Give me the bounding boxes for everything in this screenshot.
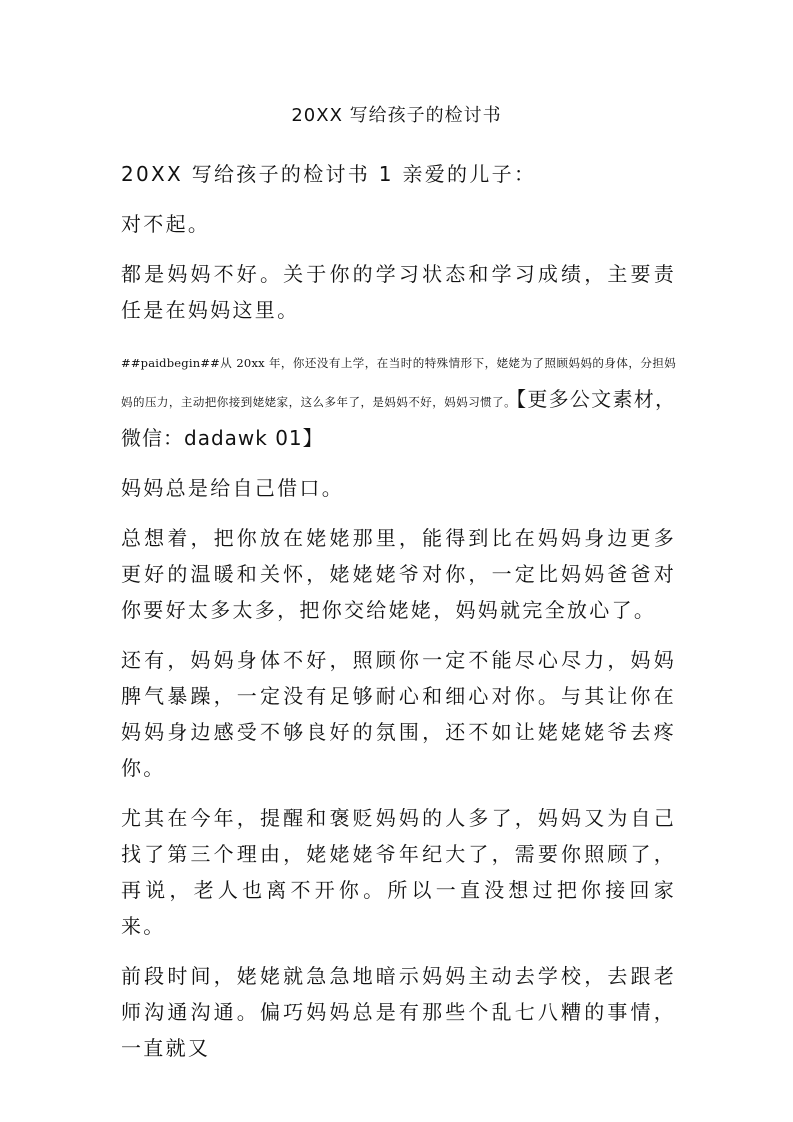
health-paragraph: 还有，妈妈身体不好，照顾你一定不能尽心尽力，妈妈脾气暴躁，一定没有足够耐心和细心对你。与其让你在妈妈身边感受不够良好的氛围，还不如让姥姥姥爷去疼你。 xyxy=(121,648,676,780)
excuse-paragraph: 妈妈总是给自己借口。 xyxy=(121,476,344,500)
promo-text: 【更多公文素材，微信：dadawk 01】 xyxy=(121,387,676,450)
apology-paragraph: 对不起。 xyxy=(121,212,211,236)
responsibility-paragraph: 都是妈妈不好。关于你的学习状态和学习成绩，主要责任是在妈妈这里。 xyxy=(121,262,676,322)
document-title: 20XX 写给孩子的检讨书 xyxy=(291,105,502,126)
school-paragraph: 前段时间，姥姥就急急地暗示妈妈主动去学校，去跟老师沟通沟通。偏巧妈妈总是有那些个乱七八糟的事情，一直就又 xyxy=(121,964,676,1060)
grandma-care-paragraph: 总想着，把你放在姥姥那里，能得到比在妈妈身边更多更好的温暖和关怀，姥姥姥爷对你，一定比妈妈爸爸对你要好太多太多，把你交给姥姥，妈妈就完全放心了。 xyxy=(121,526,676,622)
this-year-paragraph: 尤其在今年，提醒和褒贬妈妈的人多了，妈妈又为自己找了第三个理由，姥姥姥爷年纪大了，需要你照顾了，再说，老人也离不开你。所以一直没想过把你接回家来。 xyxy=(121,806,676,938)
salutation-paragraph: 20XX 写给孩子的检讨书 1 亲爱的儿子： xyxy=(121,162,537,186)
background-small-text: ##paidbegin##从 20xx 年，你还没有上学，在当时的特殊情形下，姥姥为了照顾妈妈的身体，分担妈妈的压力，主动把你接到姥姥家，这么多年了，是妈妈不好，妈妈习惯了。 xyxy=(121,356,676,409)
background-paragraph xyxy=(121,342,676,456)
document-body xyxy=(121,156,676,1080)
